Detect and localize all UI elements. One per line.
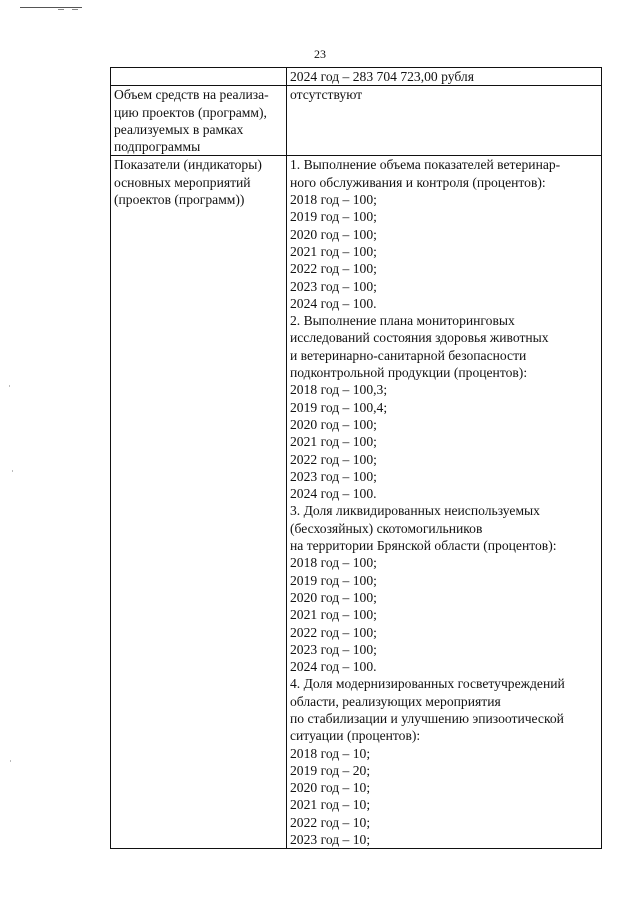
- text-line: исследований состояния здоровья животных: [290, 330, 549, 346]
- text-line: цию проектов (программ),: [114, 104, 267, 120]
- text-line: 2018 год – 100,3;: [290, 382, 388, 398]
- text-line: 2018 год – 10;: [290, 745, 371, 761]
- text-line: 2023 год – 100;: [290, 468, 377, 484]
- text-line: 2024 год – 100.: [290, 659, 377, 675]
- text-line: 2022 год – 10;: [290, 814, 371, 830]
- text-line: реализуемых в рамках: [114, 121, 244, 137]
- text-line: 2023 год – 100;: [290, 641, 377, 657]
- text-line: 2. Выполнение плана мониторинговых: [290, 313, 515, 329]
- row-value-cell: [287, 156, 602, 849]
- page-number: 23: [314, 47, 326, 61]
- scan-speck: [12, 470, 13, 472]
- header-mark: [58, 9, 64, 10]
- row-value-cell: [287, 86, 602, 156]
- text-line: подконтрольной продукции (процентов):: [290, 365, 528, 381]
- passport-table: [110, 67, 602, 849]
- text-line: 2023 год – 100;: [290, 278, 377, 294]
- text-line: 2019 год – 100,4;: [290, 399, 388, 415]
- header-mark: [72, 9, 78, 10]
- text-line: основных мероприятий: [114, 174, 251, 190]
- text-line: 2021 год – 100;: [290, 434, 377, 450]
- scan-speck: [10, 760, 11, 762]
- text-line: Показатели (индикаторы): [114, 157, 262, 173]
- row-value-cell: [287, 68, 602, 86]
- text-line: ситуации (процентов):: [290, 728, 421, 744]
- text-line: Объем средств на реализа-: [114, 87, 269, 103]
- text-line: 3. Доля ликвидированных неиспользуемых: [290, 503, 540, 519]
- header-rule: [20, 7, 82, 8]
- text-line: 2020 год – 100;: [290, 416, 377, 432]
- row-label-cell: [111, 86, 287, 156]
- text-line: 2022 год – 100;: [290, 451, 377, 467]
- text-line: 1. Выполнение объема показателей ветеринар-: [290, 157, 561, 173]
- row-label-cell: [111, 156, 287, 849]
- text-line: подпрограммы: [114, 139, 201, 155]
- text-line: 2022 год – 100;: [290, 624, 377, 640]
- table-row: [111, 68, 602, 86]
- text-line: 2021 год – 10;: [290, 797, 371, 813]
- text-line: области, реализующих мероприятия: [290, 693, 501, 709]
- text-line: 2019 год – 100;: [290, 209, 377, 225]
- scan-speck: [9, 385, 10, 387]
- text-line: ного обслуживания и контроля (процентов):: [290, 174, 546, 190]
- text-line: 2021 год – 100;: [290, 243, 377, 259]
- text-line: 2019 год – 20;: [290, 762, 371, 778]
- text-line: 2018 год – 100;: [290, 192, 377, 208]
- text-line: 2024 год – 283 704 723,00 рубля: [290, 69, 474, 84]
- text-line: 2024 год – 100.: [290, 486, 377, 502]
- text-line: 2018 год – 100;: [290, 555, 377, 571]
- text-line: отсутствуют: [290, 87, 363, 103]
- table-row: [111, 156, 602, 849]
- text-line: 2023 год – 10;: [290, 832, 371, 848]
- text-line: и ветеринарно-санитарной безопасности: [290, 347, 527, 363]
- text-line: на территории Брянской области (процентов):: [290, 538, 557, 554]
- text-line: 4. Доля модернизированных госветучреждений: [290, 676, 565, 692]
- text-line: 2024 год – 100.: [290, 295, 377, 311]
- text-line: 2020 год – 100;: [290, 226, 377, 242]
- text-line: 2021 год – 100;: [290, 607, 377, 623]
- text-line: по стабилизации и улучшению эпизоотической: [290, 710, 564, 726]
- text-line: 2020 год – 10;: [290, 780, 371, 796]
- text-line: (бесхозяйных) скотомогильников: [290, 520, 483, 536]
- text-line: 2020 год – 100;: [290, 589, 377, 605]
- table-row: [111, 86, 602, 156]
- text-line: 2019 год – 100;: [290, 572, 377, 588]
- row-label-cell: [111, 68, 287, 86]
- text-line: 2022 год – 100;: [290, 261, 377, 277]
- text-line: (проектов (программ)): [114, 192, 245, 208]
